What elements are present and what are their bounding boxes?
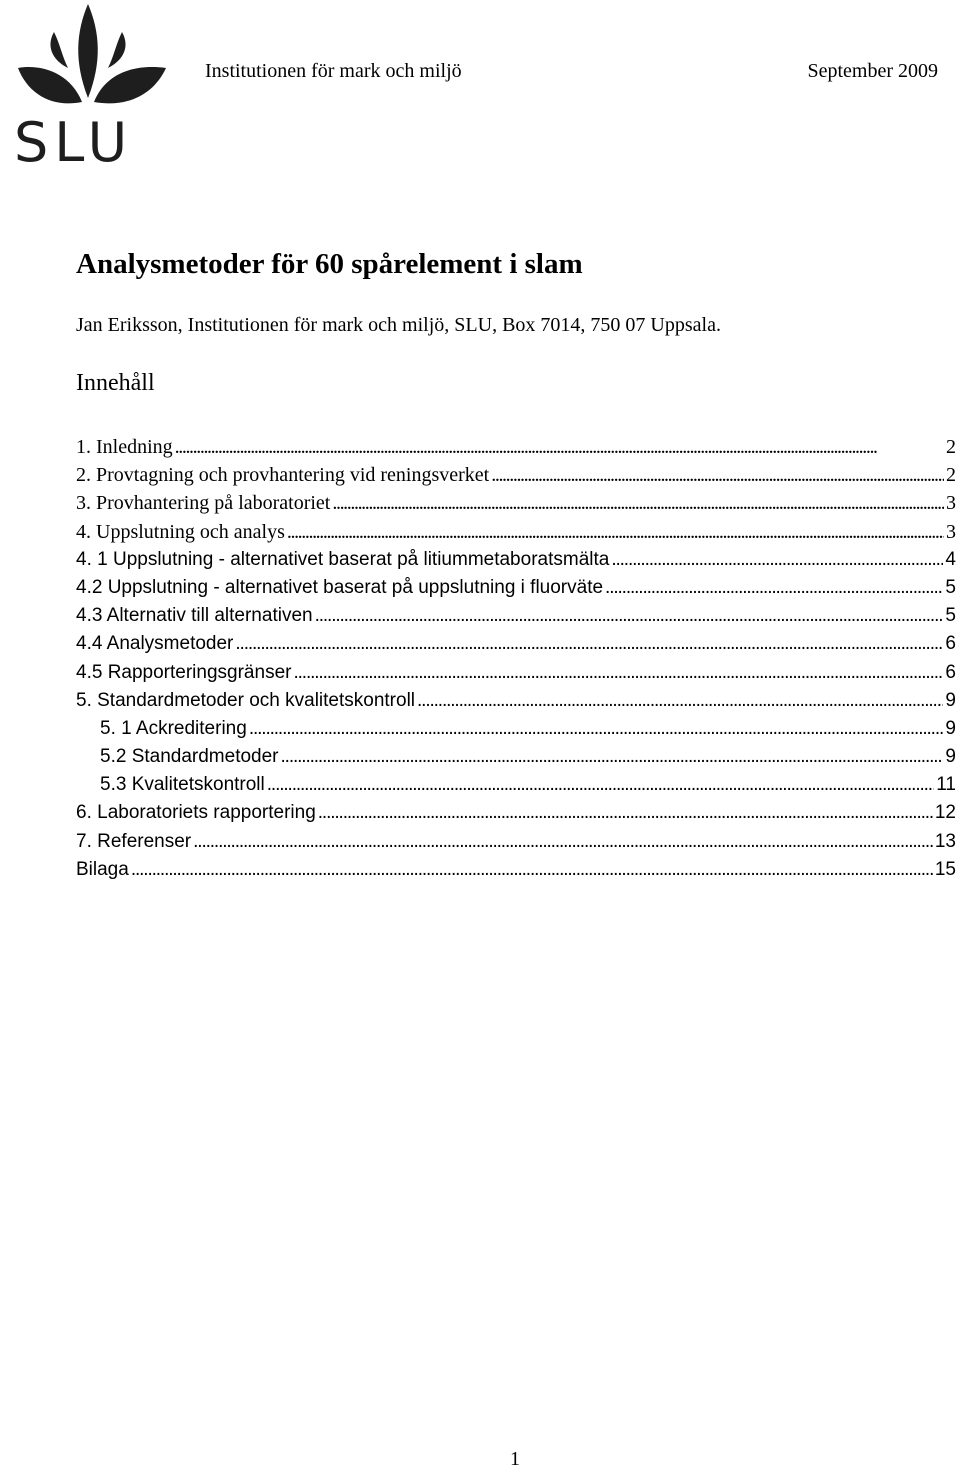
page-number: 1 <box>510 1448 520 1470</box>
toc-heading: Innehåll <box>76 370 155 396</box>
toc-entry[interactable] <box>76 828 956 856</box>
toc-entry-label: Bilaga <box>76 858 129 880</box>
toc-entry[interactable] <box>76 659 956 687</box>
toc-entry-label: 6. Laboratoriets rapportering <box>76 802 316 824</box>
header-date: September 2009 <box>807 60 938 82</box>
toc-entry-label: 5. Standardmetoder och kvalitetskontroll <box>76 689 416 711</box>
toc-leader <box>332 489 944 517</box>
toc-leader <box>193 828 933 856</box>
toc-entry-label: 4. 1 Uppslutning - alternativet baserat på litiummetaboratsmälta <box>76 548 610 570</box>
toc-entry[interactable] <box>76 630 956 658</box>
toc-entry-label: 1. Inledning <box>76 436 173 458</box>
toc-entry-page: 5 <box>945 576 956 598</box>
toc-entry[interactable] <box>76 799 956 827</box>
toc-entry[interactable] <box>76 461 956 489</box>
toc-entry[interactable] <box>76 771 956 799</box>
toc-entry-page: 3 <box>946 492 956 515</box>
logo-wordmark: SLU <box>14 111 134 174</box>
toc-entry-label: 2. Provtagning och provhantering vid reningsverket <box>76 464 490 487</box>
toc-entry-page: 2 <box>946 436 956 458</box>
toc-entry-label: 7. Referenser <box>76 830 192 852</box>
toc-leader <box>267 771 935 799</box>
toc-entry-page: 13 <box>934 830 956 852</box>
toc-entry-label: 4. Uppslutning och analys <box>76 520 285 543</box>
toc-leader <box>131 856 933 884</box>
toc-entry[interactable] <box>76 489 956 517</box>
toc-leader <box>175 433 944 461</box>
toc-entry[interactable] <box>76 433 956 461</box>
toc-leader <box>249 715 944 743</box>
document-title: Analysmetoder för 60 spårelement i slam <box>76 248 583 280</box>
toc-leader <box>315 602 944 630</box>
toc-entry-label: 4.3 Alternativ till alternativen <box>76 605 313 627</box>
toc-entry-page: 9 <box>945 746 956 768</box>
toc-entry-label: 5.2 Standardmetoder <box>100 746 279 768</box>
toc-leader <box>417 687 943 715</box>
toc-entry-page: 15 <box>934 858 956 880</box>
toc-entry[interactable] <box>76 856 956 884</box>
toc-leader <box>318 799 933 827</box>
toc-entry-label: 5. 1 Ackreditering <box>100 717 247 739</box>
toc-entry-page: 6 <box>945 633 956 655</box>
header-institution: Institutionen för mark och miljö <box>205 60 462 82</box>
slu-leaf-icon <box>10 2 175 122</box>
toc-entry[interactable] <box>76 546 956 574</box>
toc-entry-label: 4.5 Rapporteringsgränser <box>76 661 292 683</box>
toc-entry-page: 2 <box>946 464 956 487</box>
toc-entry-page: 12 <box>934 802 956 824</box>
toc-leader <box>611 546 943 574</box>
toc-entry-page: 5 <box>945 605 956 627</box>
toc-leader <box>605 574 943 602</box>
toc-entry-page: 9 <box>945 717 956 739</box>
toc-entry-page: 3 <box>946 520 956 543</box>
toc-entry-label: 3. Provhantering på laboratoriet <box>76 492 331 515</box>
toc-entry[interactable] <box>76 602 956 630</box>
toc-entry-page: 4 <box>945 548 956 570</box>
toc-entry[interactable] <box>76 687 956 715</box>
table-of-contents <box>76 433 956 884</box>
toc-leader <box>281 743 944 771</box>
toc-leader <box>293 659 943 687</box>
toc-entry-label: 5.3 Kvalitetskontroll <box>100 774 265 796</box>
toc-entry-label: 4.2 Uppslutning - alternativet baserat på uppslutning i fluorväte <box>76 576 604 598</box>
toc-leader <box>287 518 944 546</box>
toc-leader <box>491 461 944 489</box>
toc-entry-page: 6 <box>945 661 956 683</box>
toc-entry[interactable] <box>76 743 956 771</box>
toc-leader <box>235 630 943 658</box>
toc-entry[interactable] <box>76 574 956 602</box>
toc-entry-label: 4.4 Analysmetoder <box>76 633 234 655</box>
toc-entry[interactable] <box>76 518 956 546</box>
toc-entry-page: 11 <box>936 774 956 796</box>
toc-entry-page: 9 <box>945 689 956 711</box>
author-line: Jan Eriksson, Institutionen för mark och miljö, SLU, Box 7014, 750 07 Uppsala. <box>76 314 721 336</box>
toc-entry[interactable] <box>76 715 956 743</box>
